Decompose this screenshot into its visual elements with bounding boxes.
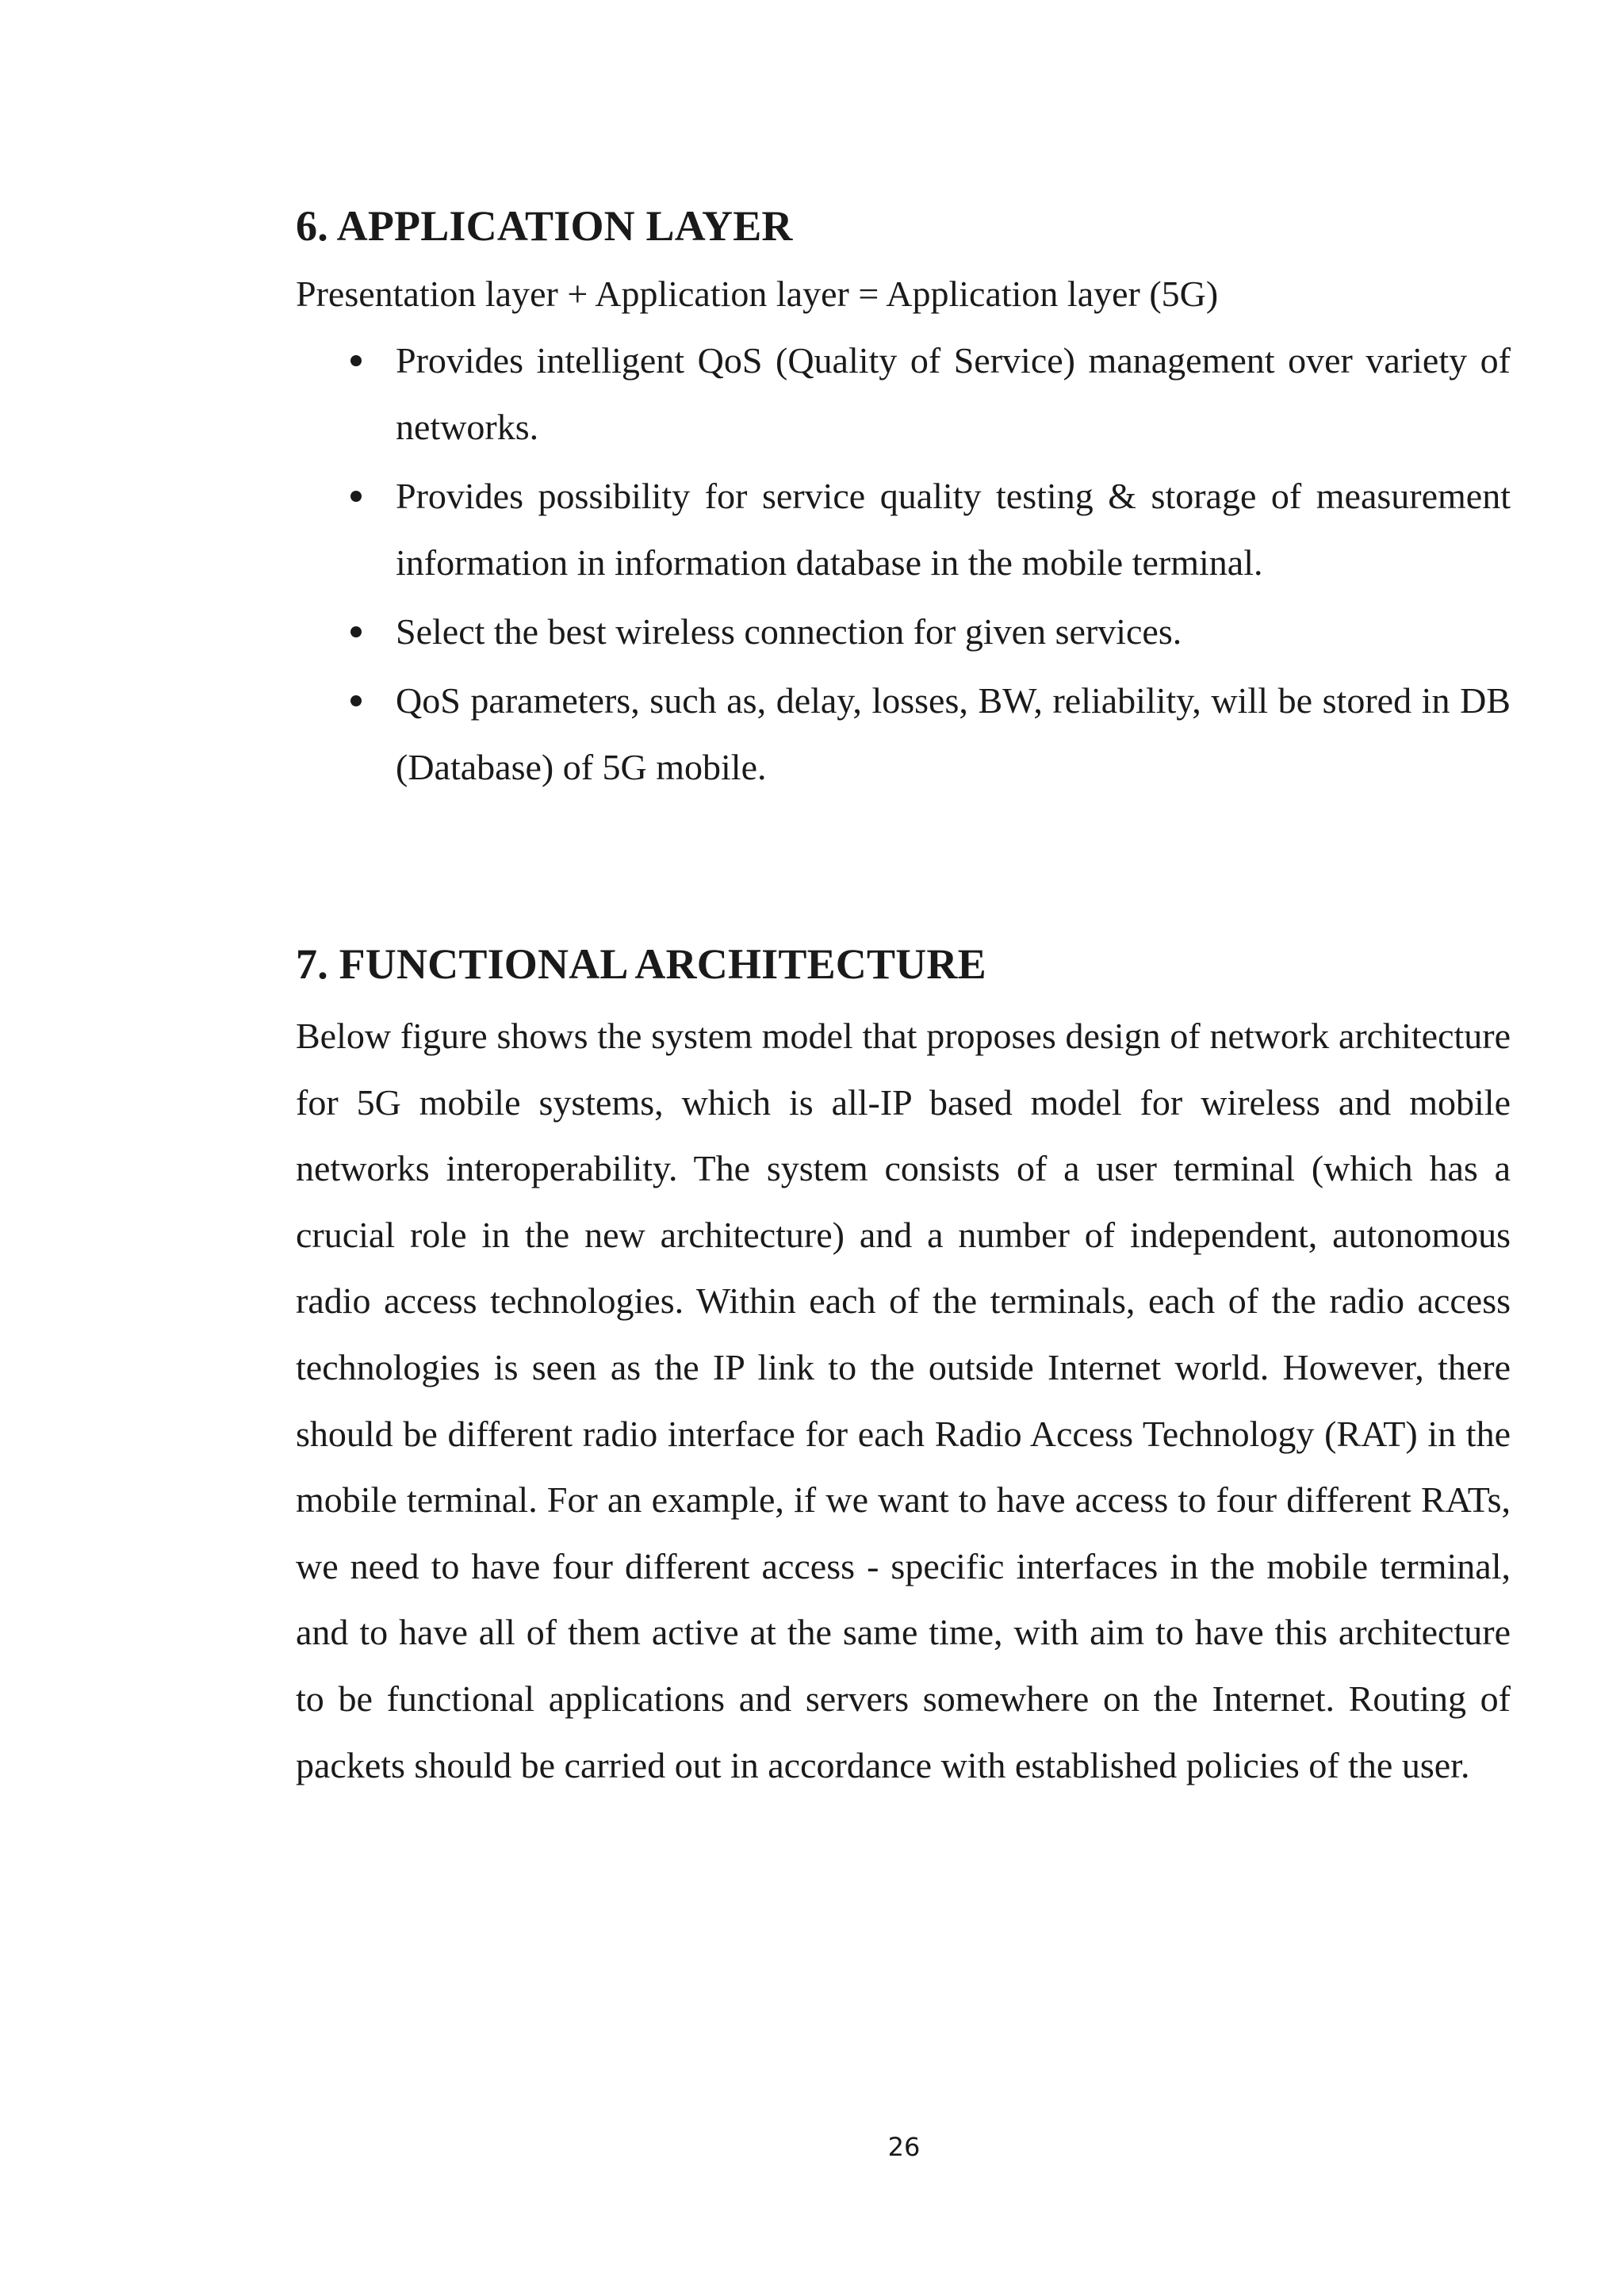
list-item (296, 668, 1511, 801)
list-item-text: QoS parameters, such as, delay, losses, BW, reliability, will be stored in DB (Database) of 5G mobile. (396, 680, 1511, 787)
bullet-icon (348, 327, 364, 394)
page-number: 26 (887, 2132, 921, 2162)
list-item-text: Select the best wireless connection for given services. (396, 611, 1182, 652)
bullet-list (296, 327, 1511, 803)
section-intro-line: Presentation layer + Application layer = Application layer (5G) (296, 274, 1219, 314)
bullet-icon (348, 599, 364, 665)
section-heading-application-layer: 6. APPLICATION LAYER (296, 202, 793, 250)
section-heading-functional-architecture: 7. FUNCTIONAL ARCHITECTURE (296, 940, 986, 988)
list-item-text: Provides possibility for service quality testing & storage of measurement information in information database in the mobile terminal. (396, 476, 1511, 583)
bullet-icon (348, 668, 364, 734)
list-item (296, 599, 1511, 665)
list-item (296, 327, 1511, 461)
list-item (296, 463, 1511, 596)
bullet-icon (348, 463, 364, 530)
body-paragraph: Below figure shows the system model that proposes design of network architecture for 5G mobile systems, which is all-IP based model for wireless and mobile networks interoperability. The system consists of a user terminal (which has a crucial role in the new architecture) and a number of independent, autonomous radio access technologies. Within each of the terminals, each of the radio access technologies is seen as the IP link to the outside Internet world. However, there should be different radio interface for each Radio Access Technology (RAT) in the mobile terminal. For an example, if we want to have access to four different RATs, we need to have four different access - specific interfaces in the mobile terminal, and to have all of them active at the same time, with aim to have this architecture to be functional applications and servers somewhere on the Internet. Routing of packets should be carried out in accordance with established policies of the user. (296, 1016, 1511, 1785)
list-item-text: Provides intelligent QoS (Quality of Service) management over variety of networks. (396, 340, 1511, 447)
